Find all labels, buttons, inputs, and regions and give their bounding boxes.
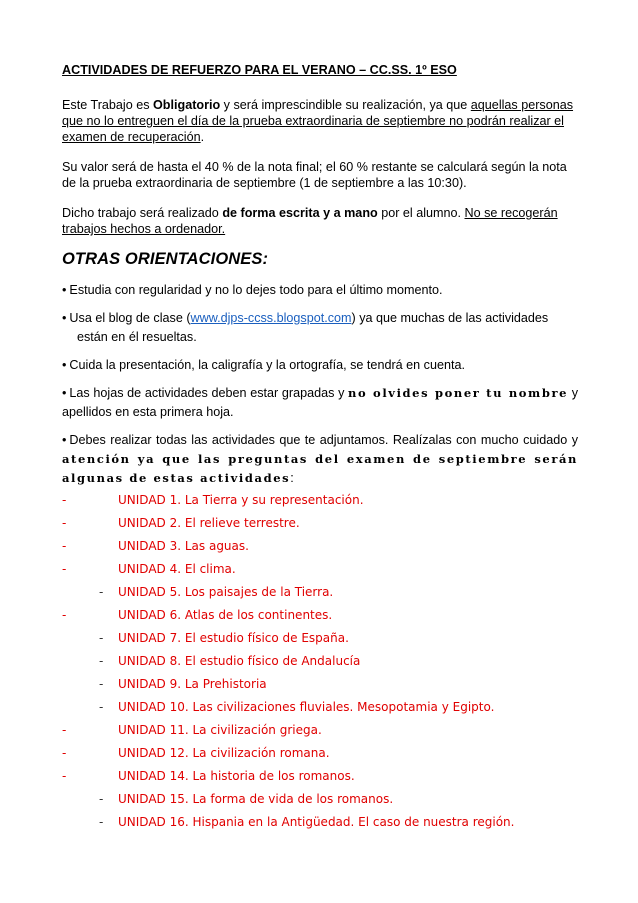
- dash-icon: -: [62, 539, 67, 553]
- blog-link[interactable]: www.djps-ccss.blogspot.com: [190, 311, 352, 325]
- unit-label: UNIDAD 1. La Tierra y su representación.: [118, 493, 364, 507]
- paragraph-valor: Su valor será de hasta el 40 % de la nota final; el 60 % restante se calculará según la nota de la prueba extraordinaria de septiembre (1 de septiembre a las 10:30).: [62, 160, 567, 190]
- unit-list-item: [62, 745, 578, 768]
- para1-period: .: [200, 130, 205, 144]
- unit-label: UNIDAD 8. El estudio físico de Andalucía: [118, 654, 361, 668]
- bullet-bold-nombre: no olvides poner tu nombre: [348, 386, 569, 400]
- units-list: [62, 492, 578, 837]
- unit-list-item: [62, 630, 578, 653]
- para3-text-1: Dicho trabajo será realizado: [62, 206, 223, 220]
- para1-text-3: y será imprescindible su realización, ya que: [220, 98, 471, 112]
- paragraph-obligatorio: [62, 97, 578, 145]
- para1-underlined-warning: aquellas personas que no lo entreguen el día de la prueba extraordinaria de septiembre no podrán realizar el examen de recuperación: [62, 98, 574, 144]
- dash-icon: -: [62, 723, 67, 737]
- unit-label: UNIDAD 12. La civilización romana.: [118, 746, 330, 760]
- dash-icon: -: [62, 493, 67, 507]
- unit-list-item: [62, 722, 578, 745]
- paragraph-trabajo: [62, 205, 578, 237]
- bullet-text-continued: están en él resueltas.: [77, 330, 197, 344]
- unit-list-item: [62, 607, 578, 630]
- bullet-icon: •: [62, 358, 67, 372]
- bullet-text: Estudia con regularidad y no lo dejes todo para el último momento.: [69, 283, 443, 297]
- para1-text-1: Este Trabajo es: [62, 98, 154, 112]
- dash-icon: -: [99, 792, 104, 806]
- bullet-text: Las hojas de actividades deben estar grapadas y: [69, 386, 349, 400]
- dash-icon: -: [99, 815, 104, 829]
- bullet-item-presentacion: [62, 356, 578, 375]
- para3-underlined-ordenador: No se recogerán trabajos hechos a ordenador.: [62, 206, 558, 236]
- bullet-text: Debes realizar todas las actividades que te adjuntamos. Realízalas con mucho cuidado y: [69, 433, 578, 447]
- section-heading: OTRAS ORIENTACIONES:: [62, 250, 269, 268]
- dash-icon: -: [99, 654, 104, 668]
- unit-list-item: [62, 492, 578, 515]
- unit-list-item: [62, 515, 578, 538]
- para3-bold-mano: de forma escrita y a mano: [222, 206, 378, 220]
- bullet-text: :: [290, 471, 294, 485]
- bullet-text: ) ya que muchas de las actividades: [351, 311, 549, 325]
- unit-list-item: [62, 768, 578, 791]
- unit-label: UNIDAD 15. La forma de vida de los romanos.: [118, 792, 394, 806]
- bullet-text: Usa el blog de clase (: [69, 311, 191, 325]
- bullet-text: y apellidos en esta primera hoja.: [62, 386, 579, 419]
- bullet-icon: •: [62, 433, 67, 447]
- dash-icon: -: [62, 608, 67, 622]
- unit-label: UNIDAD 16. Hispania en la Antigüedad. El caso de nuestra región.: [118, 815, 515, 829]
- bullet-item-estudia: [62, 281, 578, 300]
- unit-label: UNIDAD 2. El relieve terrestre.: [118, 516, 300, 530]
- dash-icon: -: [99, 631, 104, 645]
- bullet-item-blog: [62, 309, 578, 347]
- unit-list-item: [62, 561, 578, 584]
- bullet-icon: •: [62, 283, 67, 297]
- unit-list-item: [62, 699, 578, 722]
- unit-label: UNIDAD 11. La civilización griega.: [118, 723, 322, 737]
- unit-list-item: [62, 584, 578, 607]
- unit-label: UNIDAD 14. La historia de los romanos.: [118, 769, 355, 783]
- bullet-bold-atencion: atención ya que las preguntas del examen de septiembre serán algunas de estas actividades: [62, 452, 578, 485]
- bullet-icon: •: [62, 386, 67, 400]
- unit-list-item: [62, 814, 578, 837]
- bullet-icon: •: [62, 311, 67, 325]
- unit-label: UNIDAD 9. La Prehistoria: [118, 677, 267, 691]
- orientations-list: [62, 281, 578, 488]
- dash-icon: -: [99, 677, 104, 691]
- unit-list-item: [62, 653, 578, 676]
- document-title: ACTIVIDADES DE REFUERZO PARA EL VERANO – CC.SS. 1º ESO: [62, 63, 457, 77]
- para3-text-3: por el alumno.: [377, 206, 465, 220]
- dash-icon: -: [99, 585, 104, 599]
- dash-icon: -: [62, 769, 67, 783]
- unit-list-item: [62, 538, 578, 561]
- unit-label: UNIDAD 6. Atlas de los continentes.: [118, 608, 333, 622]
- unit-label: UNIDAD 4. El clima.: [118, 562, 236, 576]
- unit-label: UNIDAD 7. El estudio físico de España.: [118, 631, 349, 645]
- unit-label: UNIDAD 5. Los paisajes de la Tierra.: [118, 585, 334, 599]
- dash-icon: -: [99, 700, 104, 714]
- unit-list-item: [62, 676, 578, 699]
- dash-icon: -: [62, 562, 67, 576]
- unit-label: UNIDAD 10. Las civilizaciones fluviales. Mesopotamia y Egipto.: [118, 700, 495, 714]
- document-page: [62, 62, 578, 837]
- bullet-item-hojas: [62, 384, 578, 422]
- unit-label: UNIDAD 3. Las aguas.: [118, 539, 249, 553]
- dash-icon: -: [62, 746, 67, 760]
- bullet-text: Cuida la presentación, la caligrafía y la ortografía, se tendrá en cuenta.: [69, 358, 465, 372]
- dash-icon: -: [62, 516, 67, 530]
- unit-list-item: [62, 791, 578, 814]
- para1-bold-obligatorio: Obligatorio: [153, 98, 221, 112]
- bullet-item-actividades: [62, 431, 578, 488]
